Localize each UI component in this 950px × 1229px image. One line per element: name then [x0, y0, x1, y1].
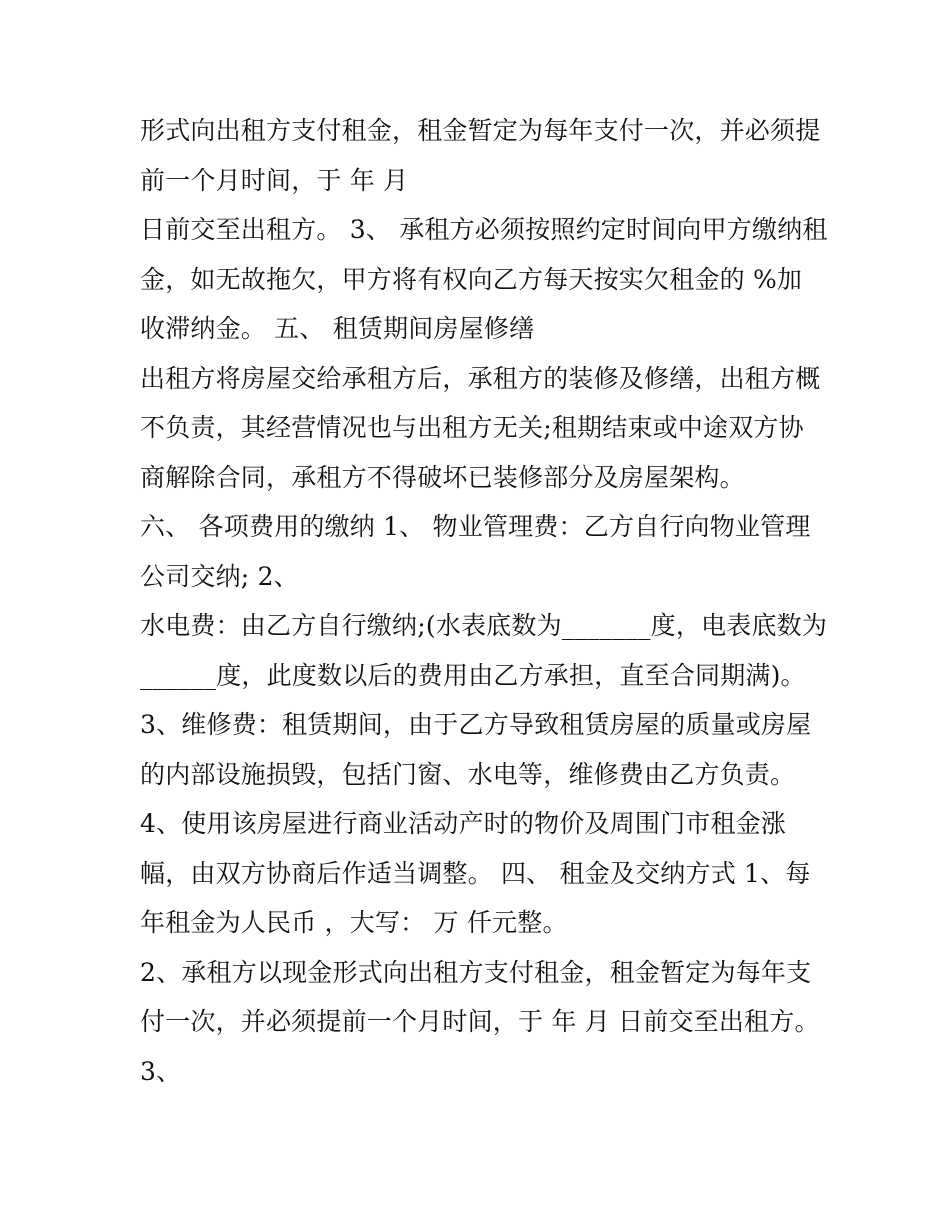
- text-line: 付一次，并必须提前一个月时间，于 年 月 日前交至出租方。: [140, 1007, 820, 1036]
- text-line: 2、承租方以现金形式向出租方支付租金，租金暂定为每年支: [140, 957, 812, 987]
- text-line: 4、使用该房屋进行商业活动产时的物价及周围门市租金涨: [140, 809, 787, 838]
- document-body: [140, 106, 840, 1096]
- text-line: 形式向出租方支付租金，租金暂定为每年支付一次，并必须提: [140, 116, 821, 145]
- text-line: 前一个月时间，于 年 月: [140, 165, 409, 195]
- text-line: 收滞纳金。 五、 租赁期间房屋修缮: [140, 314, 535, 343]
- text-line: 3、维修费：租赁期间，由于乙方导致租赁房屋的质量或房屋: [140, 710, 812, 739]
- text-line: 金，如无故拖欠，甲方将有权向乙方每天按实欠租金的 %加: [140, 264, 803, 294]
- text-line: 不负责，其经营情况也与出租方无关;租期结束或中途双方协: [140, 413, 804, 442]
- text-line: 公司交纳; 2、: [140, 561, 299, 591]
- text-line: 幅，由双方协商后作适当调整。 四、 租金及交纳方式 1、每: [140, 858, 811, 888]
- text-line: 日前交至出租方。 3、 承租方必须按照约定时间向甲方缴纳租: [140, 215, 828, 244]
- text-line: 年租金为人民币 ，大写： 万 仟元整。: [140, 908, 568, 937]
- text-line: 的内部设施损毁，包括门窗、水电等，维修费由乙方负责。: [140, 759, 796, 789]
- text-line: 六、 各项费用的缴纳 1、 物业管理费：乙方自行向物业管理: [140, 512, 811, 541]
- text-line: 水电费：由乙方自行缴纳;(水表底数为_______度，电表底数为: [140, 611, 828, 640]
- text-line: 出租方将房屋交给承租方后，承租方的装修及修缮，出租方概: [140, 363, 821, 393]
- text-line: 3、: [140, 1056, 182, 1086]
- text-line: 商解除合同，承租方不得破坏已装修部分及房屋架构。: [140, 462, 745, 492]
- text-line: ______度，此度数以后的费用由乙方承担，直至合同期满)。: [140, 660, 806, 690]
